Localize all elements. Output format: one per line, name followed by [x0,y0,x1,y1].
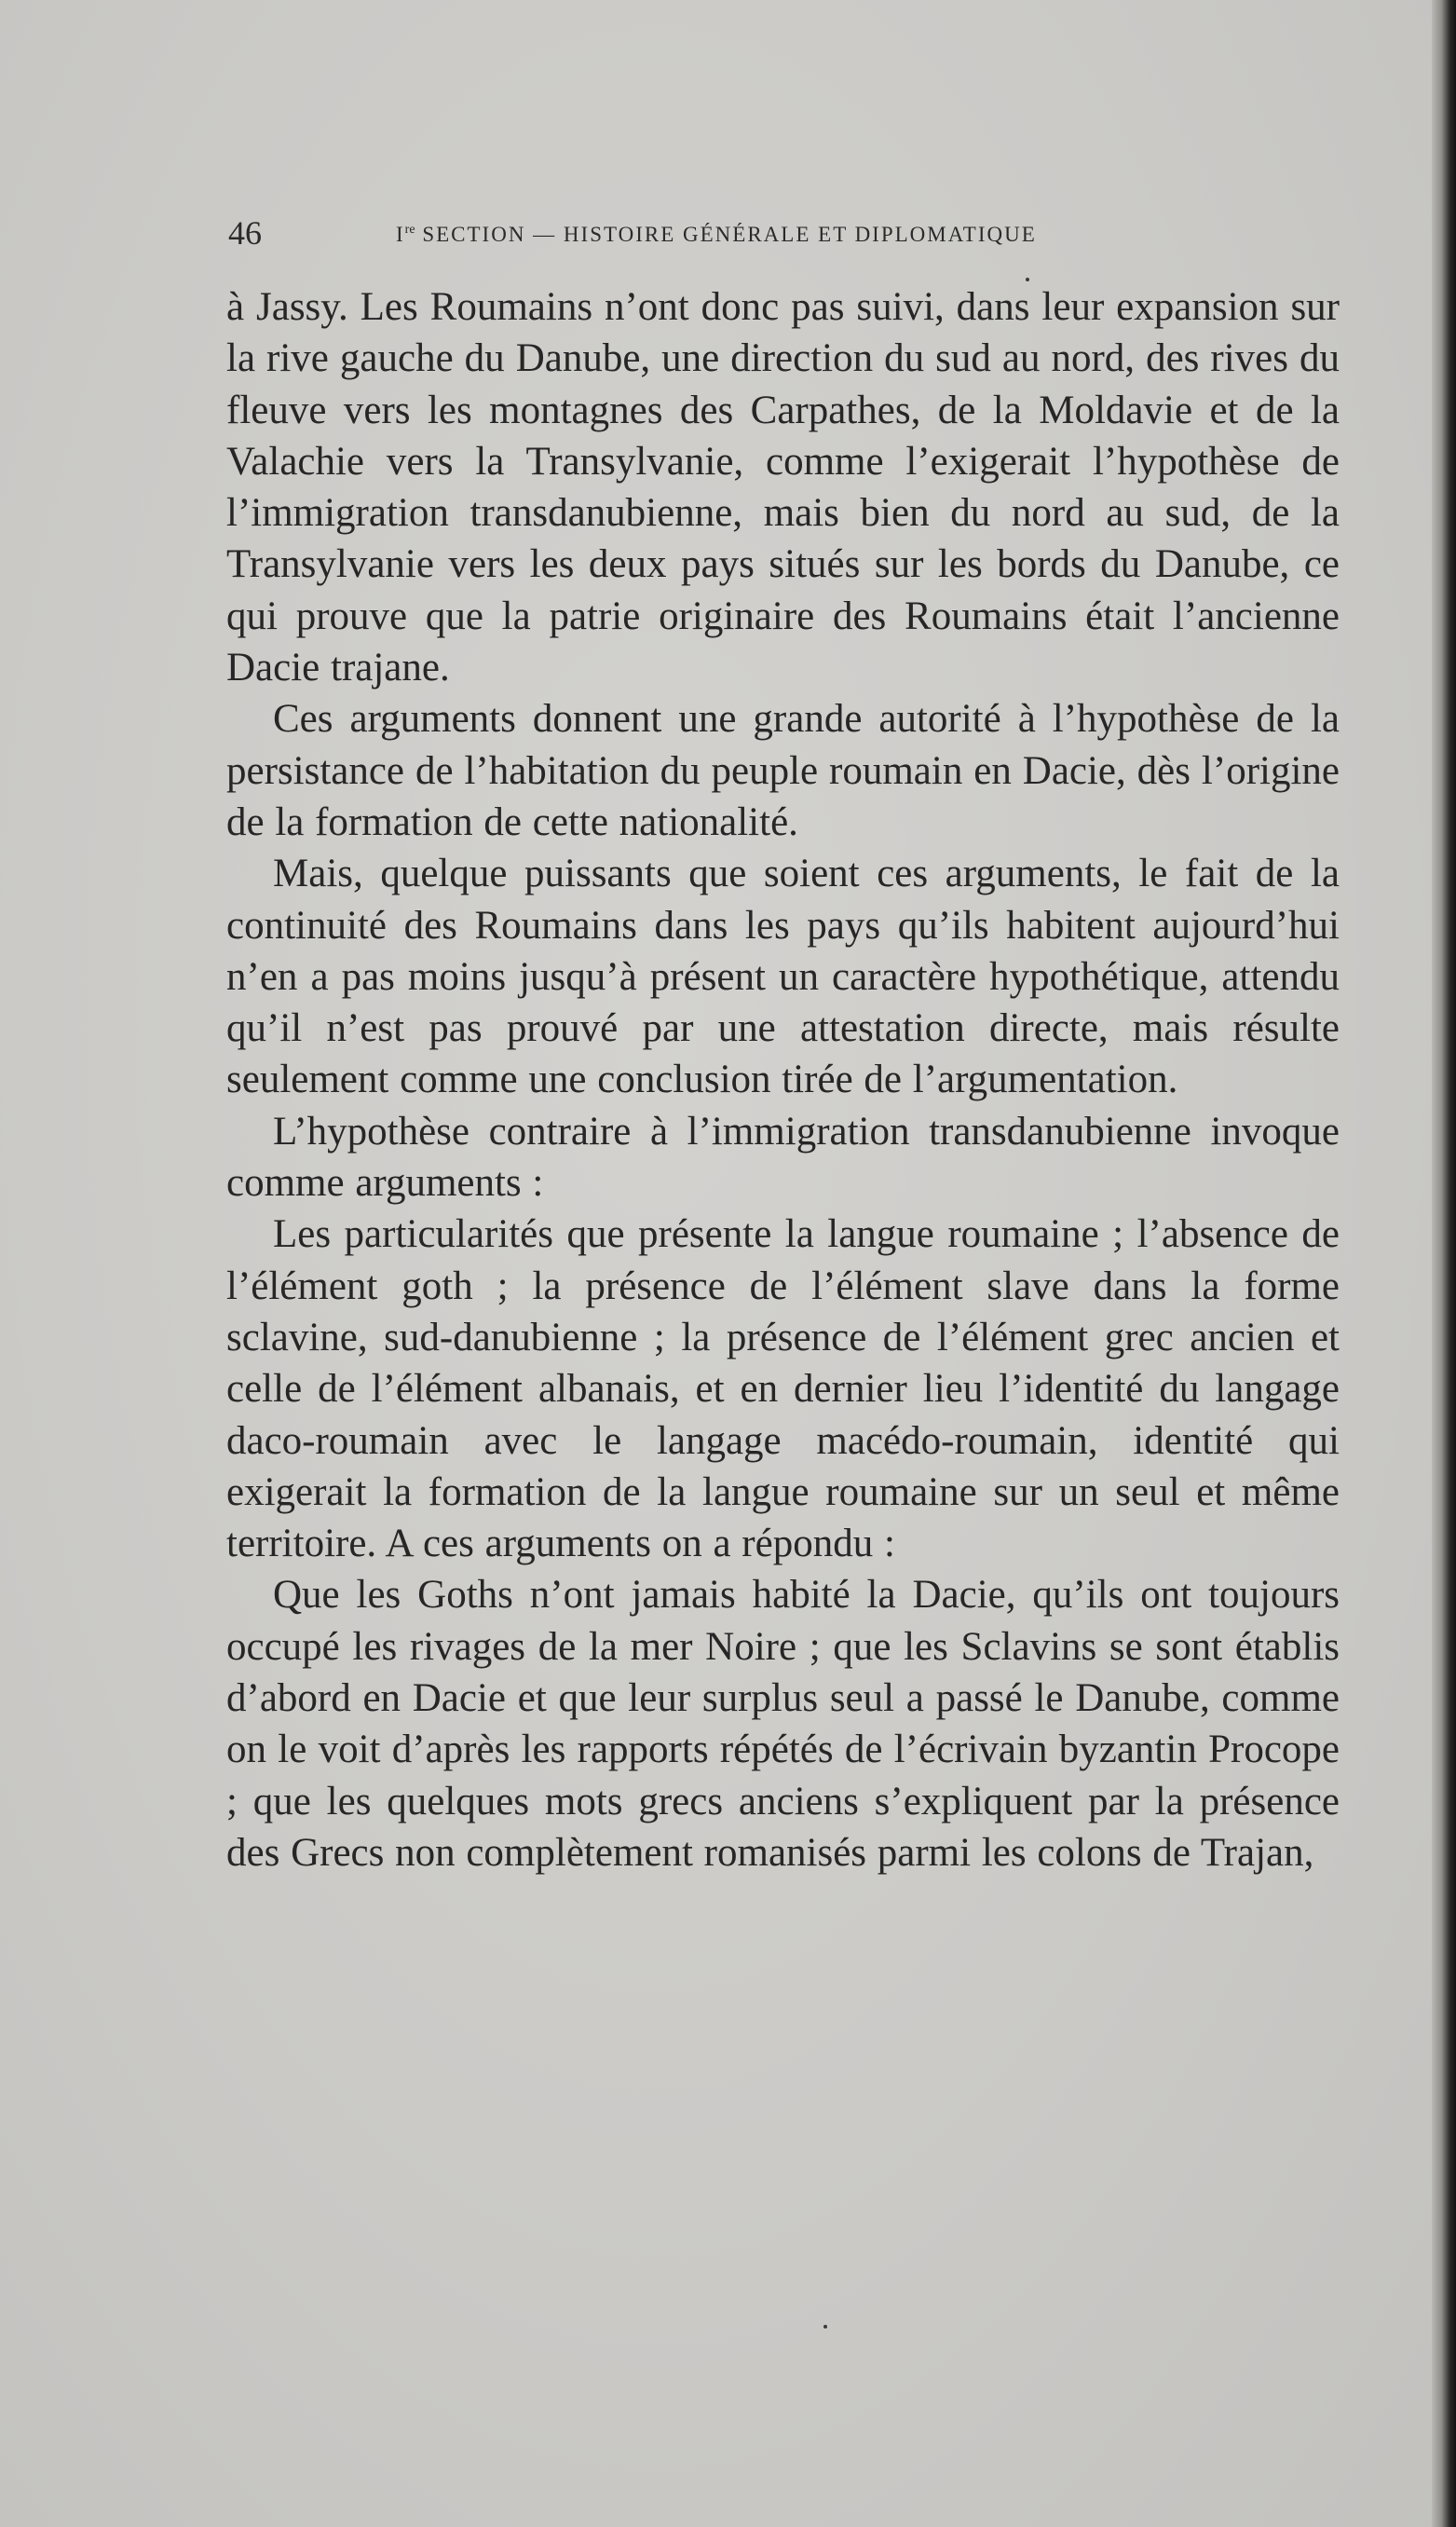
binding-shadow [1432,0,1456,2527]
ink-speck [823,2325,827,2329]
page-number: 46 [228,214,262,252]
paragraph-4: L’hypothèse contraire à l’immigration transdanubienne invoque comme arguments : [226,1109,1340,1206]
running-head [228,210,1169,256]
section-ordinal: I [396,223,405,246]
body-text [226,281,1340,1878]
paragraph-5: Les particularités que présente la langue roumaine ; l’absence de l’élément goth ; la présence de l’élément slave dans la forme sclavine, sud-danubienne ; la présence de l’élément grec ancien et celle de l’élément albanais, et en dernier lieu l’identité du langage daco-roumain avec le langage macédo-roumain, identité qui exigerait la formation de la langue roumaine sur un seul et même territoire. A ces arguments on a répondu : [226,1212,1340,1566]
section-title-text: SECTION — HISTOIRE GÉNÉRALE ET DIPLOMATIQUE [415,223,1037,246]
paragraph-2: Ces arguments donnent une grande autorité à l’hypothèse de la persistance de l’habitation du peuple roumain en Dacie, dès l’origine de la formation de cette nationalité. [226,697,1340,844]
paragraph-1: à Jassy. Les Roumains n’ont donc pas suivi, dans leur expansion sur la rive gauche du Danube, une direction du sud au nord, des rives du fleuve vers les montagnes des Carpathes, de la Moldavie et de la Valachie vers la Transylvanie, comme l’exigerait l’hypothèse de l’immigration transdanubienne, mais bien du nord au sud, de la Transylvanie vers les deux pays situés sur les bords du Danube, ce qui prouve que la patrie originaire des Roumains était l’ancienne Dacie trajane. [226,285,1340,690]
section-title [396,223,1037,247]
paragraph-3: Mais, quelque puissants que soient ces arguments, le fait de la continuité des Roumains dans les pays qu’ils habitent aujourd’hui n’en a pas moins jusqu’à présent un caractère hypothétique, attendu qu’il n’est pas prouvé par une attestation directe, mais résulte seulement comme une conclusion tirée de l’argumentation. [226,852,1340,1102]
paragraph-6: Que les Goths n’ont jamais habité la Dacie, qu’ils ont toujours occupé les rivages de la mer Noire ; que les Sclavins se sont établis d’abord en Dacie et que leur surplus seul a passé le Danube, comme on le voit d’après les rapports répétés de l’écrivain byzantin Procope ; que les quelques mots grecs anciens s’expliquent par la présence des Grecs non complètement romanisés parmi les colons de Trajan, [226,1573,1340,1875]
section-ordinal-suffix: re [404,223,415,237]
ink-speck [1026,278,1029,281]
